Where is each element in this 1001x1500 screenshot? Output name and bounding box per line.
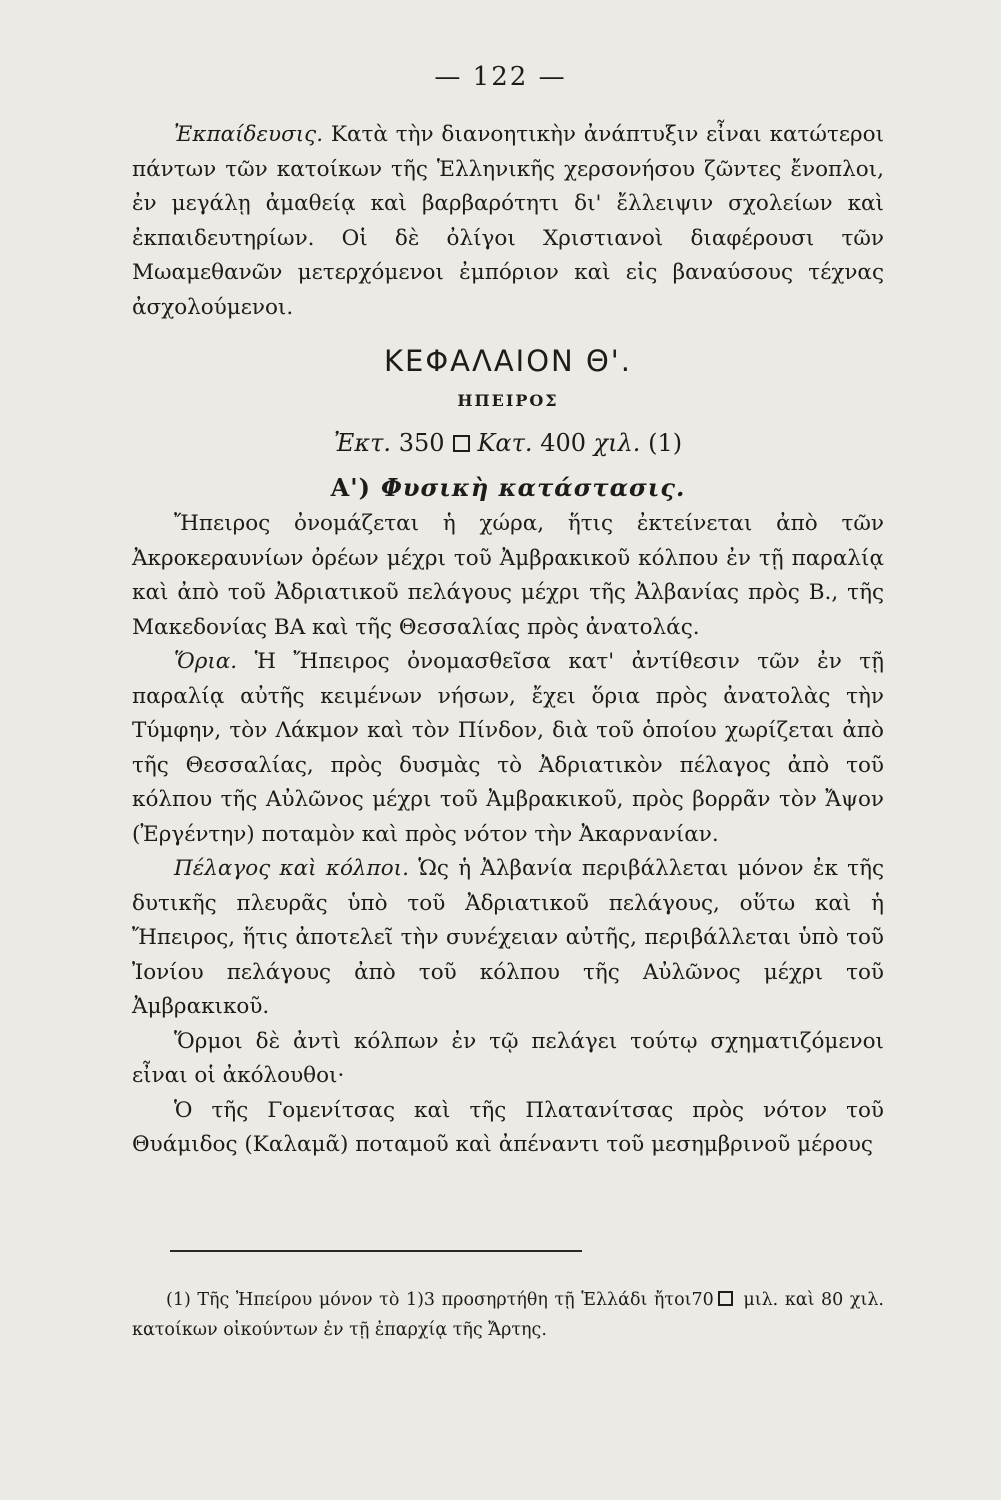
sea-text: Ὡς ἡ Ἀλβανία περιβάλλεται μόνον ἐκ τῆς δυτικῆς πλευρᾶς ὑπὸ τοῦ Ἀδριατικοῦ πελάγους, οὕτω καὶ ἡ Ἤπειρος, ἥτις ἀποτελεῖ τὴν συνέχειαν αὐτῆς, περιβάλλεται ὑπὸ τοῦ Ἰονίου πελάγους ἀπὸ τοῦ κόλπου τῆς Αὐλῶνος μέχρι τοῦ Ἀμβρακικοῦ. <box>132 856 884 1019</box>
paragraph-intro: Ἤπειρος ὀνομάζεται ἡ χώρα, ἥτις ἐκτείνεται ἀπὸ τῶν Ἀκροκεραυνίων ὀρέων μέχρι τοῦ Ἀμβρακικοῦ κόλπου ἐν τῇ παραλίᾳ καὶ ἀπὸ τοῦ Ἀδριατικοῦ πελάγους μέχρι τῆς Ἀλβανίας πρὸς Β., τῆς Μακεδονίας ΒΑ καὶ τῆς Θεσσαλίας πρὸς ἀνατολάς. <box>132 511 884 640</box>
page-number: — 122 — <box>434 62 567 92</box>
population-unit: χιλ. <box>593 429 641 457</box>
footnote-rule <box>170 1250 582 1252</box>
paragraph-borders <box>132 645 884 852</box>
footnote-reference: (1) <box>648 429 683 457</box>
education-text: Κατὰ τὴν διανοητικὴν ἀνάπτυξιν εἶναι κατώτεροι πάντων τῶν κατοίκων τῆς Ἑλληνικῆς χερσονήσου ζῶντες ἔνοπλοι, ἐν μεγάλῃ ἀμαθείᾳ καὶ βαρβαρότητι δι' ἔλλειψιν σχολείων καὶ ἐκπαιδευτηρίων. Οἱ δὲ ὀλίγοι Χριστιανοὶ διαφέρουσι τῶν Μωαμεθανῶν μετερχόμενοι ἐμπόριον καὶ εἰς βαναύσους τέχνας ἀσχολούμενοι. <box>132 122 884 320</box>
chapter-heading: ΚΕΦΑΛΑΙΟΝ Θ'. <box>384 344 632 378</box>
footnote-text-b: μιλ. καὶ 80 χιλ. κατοίκων οἰκούντων ἐν τῇ ἐπαρχίᾳ τῆς Ἄρτης. <box>132 1290 884 1340</box>
square-icon <box>453 435 470 452</box>
borders-label: Ὅρια. <box>174 649 238 674</box>
section-number: Α') <box>330 473 371 502</box>
education-label: Ἐκπαίδευσις. <box>174 122 324 147</box>
main-text <box>132 118 884 1163</box>
footnote-text <box>132 1285 884 1345</box>
area-value: 350 <box>398 429 445 457</box>
footnote-text-a: Τῆς Ἠπείρου μόνον τὸ 1)3 προσηρτήθη τῇ Ἑλλάδι ἤτοι70 <box>190 1290 714 1310</box>
paragraph-sea <box>132 852 884 1025</box>
borders-text: Ἡ Ἤπειρος ὀνομασθεῖσα κατ' ἀντίθεσιν τῶν ἐν τῇ παραλίᾳ αὐτῆς κειμένων νήσων, ἔχει ὅρια πρὸς ἀνατολὰς τὴν Τύμφην, τὸν Λάκμον καὶ τὸν Πίνδον, διὰ τοῦ ὁποίου χωρίζεται ἀπὸ τῆς Θεσσαλίας, πρὸς δυσμὰς τὸ Ἀδριατικὸν πέλαγος ἀπὸ τοῦ κόλπου τῆς Αὐλῶνος μέχρι τοῦ Ἀμβρακικοῦ, πρὸς βορρᾶν τὸν Ἄψον (Ἐργέντην) ποταμὸν καὶ πρὸς νότον τὴν Ἀκαρνανίαν. <box>132 649 884 847</box>
footnote <box>132 1285 884 1345</box>
population-label: Κατ. <box>477 429 533 457</box>
footnote-marker: (1) <box>166 1290 191 1310</box>
paragraph-education <box>132 118 884 325</box>
section-heading <box>132 469 884 507</box>
paragraph-bays: Ὅρμοι δὲ ἀντὶ κόλπων ἐν τῷ πελάγει τούτῳ σχηματιζόμενοι εἶναι οἱ ἀκόλουθοι· <box>132 1028 884 1088</box>
sea-label: Πέλαγος καὶ κόλποι. <box>174 856 409 881</box>
population-value: 400 <box>540 429 586 457</box>
square-icon <box>718 1291 733 1306</box>
area-population-line <box>132 425 884 461</box>
section-title: Φυσικὴ κατάστασις. <box>381 473 686 502</box>
area-label: Ἐκτ. <box>333 429 392 457</box>
paragraph-gomenitsa: Ὁ τῆς Γομενίτσας καὶ τῆς Πλατανίτσας πρὸς νότον τοῦ Θυάμιδος (Καλαμᾶ) ποταμοῦ καὶ ἀπέναντι τοῦ μεσημβρινοῦ μέρους <box>132 1097 884 1157</box>
region-heading: ΗΠΕΙΡΟΣ <box>457 391 559 410</box>
